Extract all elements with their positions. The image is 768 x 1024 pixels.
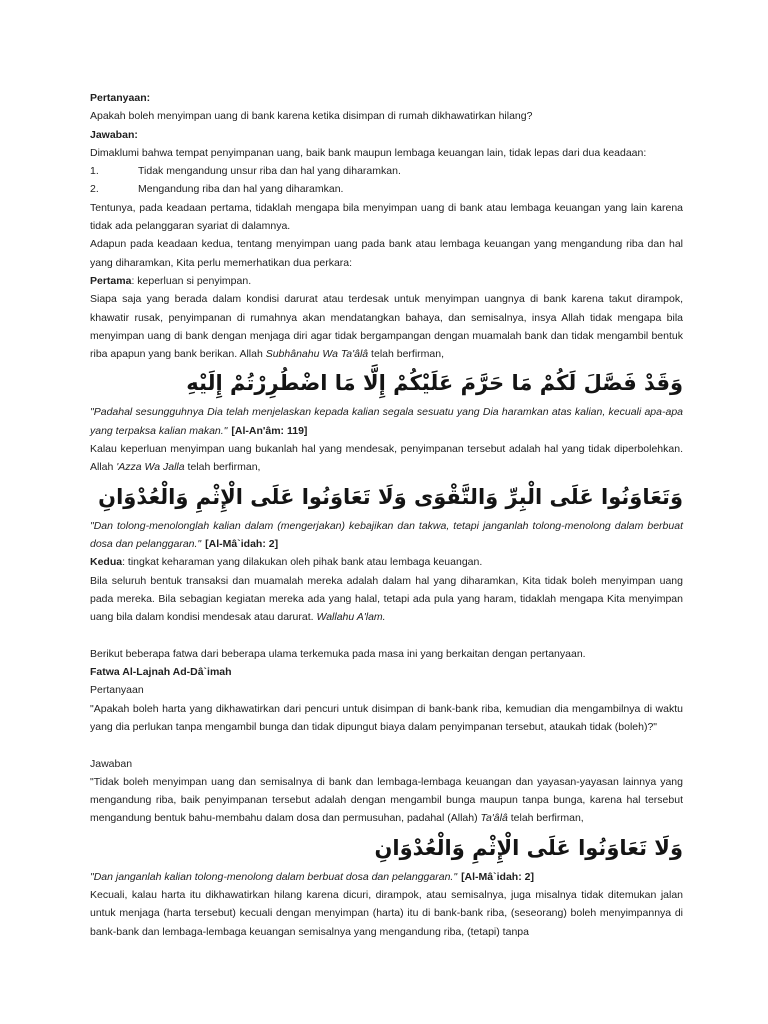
question-text: Apakah boleh menyimpan uang di bank karena ketika disimpan di rumah dikhawatirkan hilang? xyxy=(90,110,533,123)
point-one-label: Pertama xyxy=(90,274,132,287)
fatwa-answer-italic: Ta'âlâ xyxy=(480,812,508,825)
point-one-rest: : keperluan si penyimpan. xyxy=(131,274,252,287)
fatwa-answer-body xyxy=(90,773,683,828)
verse-3-arabic: وَلَا تَعَاوَنُوا عَلَى الْإِثْمِ وَالْعُدْوَانِ xyxy=(374,835,683,860)
para-kalau-italic: 'Azza Wa Jalla xyxy=(116,461,185,474)
fatwa-answer-pre: "Tidak boleh menyimpan uang dan semisalnya di bank dan lembaga-lembaga keuangan dan yayasan-yayasan lainnya yang mengandung riba, baik penyimpanan tersebut adalah dengan mengambil bunga maupun tanpa bunga, karena hal tersebut mengandung bentuk bahu-membahu dalam dosa dan permusuhan, padahal (Allah) xyxy=(90,775,683,825)
point-two-body-italic: Wallahu A'lam. xyxy=(316,611,386,624)
point-one-body-post: telah berfirman, xyxy=(368,348,445,361)
verse-2-arabic: وَتَعَاوَنُوا عَلَى الْبِرِّ وَالتَّقْوَى وَلَا تَعَاوَنُوا عَلَى الْإِثْمِ وَالْعُدْوَانِ xyxy=(98,484,683,509)
point-one-heading xyxy=(90,272,683,290)
document-content xyxy=(90,89,683,941)
verse-1-translation xyxy=(90,403,683,440)
fatwa-question-text: "Apakah boleh harta yang dikhawatirkan dari pencuri untuk disimpan di bank-bank riba, kemudian dia mengambilnya di waktu yang dia perlukan tanpa mengambil bunga dan tidak dipungut biaya dalam penyimpanan tersebut, ataukah tidak (boleh)?" xyxy=(90,702,683,733)
list-item-2-text: Mengandung riba dan hal yang diharamkan. xyxy=(138,183,344,196)
verse-3-reference: [Al-Mâ`idah: 2] xyxy=(461,870,534,883)
para-kalau-post: telah berfirman, xyxy=(184,461,261,474)
point-two-label: Kedua xyxy=(90,556,123,569)
answer-label: Jawaban: xyxy=(90,128,138,141)
verse-2-translation xyxy=(90,517,683,554)
verse-3-translation-text: "Dan janganlah kalian tolong-menolong dalam berbuat dosa dan pelanggaran." xyxy=(90,870,458,883)
point-one-body xyxy=(90,290,683,363)
fatwa-answer-post: telah berfirman, xyxy=(507,812,584,825)
list-item-1 xyxy=(90,162,683,180)
para-kalau-pre: Kalau keperluan menyimpan uang bukanlah hal yang mendesak, penyimpanan tersebut adalah hal yang tidak diperbolehkan. Allah xyxy=(90,443,683,474)
blank-line xyxy=(90,626,683,644)
list-item-2 xyxy=(90,180,683,198)
para-second-condition: Adapun pada keadaan kedua, tentang menyimpan uang pada bank atau lembaga keuangan yang mengandung riba dan hal yang diharamkan, Kita perlu memerhatikan dua perkara: xyxy=(90,238,683,269)
list-item-2-number: 2. xyxy=(90,183,99,196)
list-item-1-text: Tidak mengandung unsur riba dan hal yang diharamkan. xyxy=(138,165,401,178)
point-one-body-italic: Subhânahu Wa Ta'âlâ xyxy=(265,348,369,361)
verse-1-translation-text: "Padahal sesungguhnya Dia telah menjelaskan kepada kalian segala sesuatu yang Dia haramkan atas kalian, kecuali apa-apa yang terpaksa kalian makan." xyxy=(90,406,683,437)
point-one-body-pre: Siapa saja yang berada dalam kondisi darurat atau terdesak untuk menyimpan uangnya di bank karena takut dirampok, khawatir rusak, penyimpanan di rumahnya akan mendatangkan bahaya, dan semisalnya, insya Allah tidak mengapa bila menyimpan uang di bank dengan menjaga diri agar tidak bergampangan dengan muamalah bank dan tidak mengambil bentuk riba apapun yang bank berikan. Allah xyxy=(90,293,683,361)
list-item-1-number: 1. xyxy=(90,165,99,178)
fatwa-intro: Berikut beberapa fatwa dari beberapa ulama terkemuka pada masa ini yang berkaitan dengan pertanyaan. xyxy=(90,647,586,660)
para-first-condition: Tentunya, pada keadaan pertama, tidaklah mengapa bila menyimpan uang di bank atau lembaga keuangan yang lain karena tidak ada pelanggaran syariat di dalamnya. xyxy=(90,201,683,233)
answer-intro: Dimaklumi bahwa tempat penyimpanan uang, baik bank maupun lembaga keuangan lain, tidak lepas dari dua keadaan: xyxy=(90,146,647,159)
para-kalau xyxy=(90,440,683,477)
point-two-body xyxy=(90,572,683,627)
verse-2-reference: [Al-Mâ`idah: 2] xyxy=(205,537,279,550)
fatwa-title: Fatwa Al-Lajnah Ad-Dâ`imah xyxy=(90,666,232,679)
point-two-heading xyxy=(90,553,683,571)
point-two-rest: : tingkat keharaman yang dilakukan oleh pihak bank atau lembaga keuangan. xyxy=(122,556,483,569)
point-two-body-pre: Bila seluruh bentuk transaksi dan muamalah mereka adalah dalam hal yang diharamkan, Kita tidak boleh menyimpan uang pada mereka. Bila sebagian kegiatan mereka ada yang halal, tetapi ada pula yang haram, tidaklah mengapa Kita menyimpan uang bila dalam kondisi mendesak atau darurat. xyxy=(90,574,683,624)
closing-paragraph: Kecuali, kalau harta itu dikhawatirkan hilang karena dicuri, dirampok, atau semisalnya, juga misalnya tidak ditemukan jalan untuk menjaga (harta tersebut) kecuali dengan menyimpan (harta) itu di bank-bank riba, (seseorang) boleh menyimpannya di bank-bank dan lembaga-lembaga keuangan semisalnya yang mengandung riba, (tetapi) tanpa xyxy=(90,888,683,938)
verse-1-arabic: وَقَدْ فَصَّلَ لَكُمْ مَا حَرَّمَ عَلَيْكُمْ إِلَّا مَا اضْطُرِرْتُمْ إِلَيْهِ xyxy=(186,371,683,396)
verse-2-translation-text: "Dan tolong-menolonglah kalian dalam (mengerjakan) kebajikan dan takwa, tetapi janganlah tolong-menolong dalam berbuat dosa dan pelanggaran." xyxy=(90,519,683,550)
question-label: Pertanyaan: xyxy=(90,92,151,104)
verse-1-reference: [Al-An'âm: 119] xyxy=(231,424,308,437)
blank-line xyxy=(90,736,683,754)
fatwa-question-label: Pertanyaan xyxy=(90,684,144,697)
fatwa-answer-label: Jawaban xyxy=(90,757,133,770)
verse-3-translation xyxy=(90,868,683,886)
